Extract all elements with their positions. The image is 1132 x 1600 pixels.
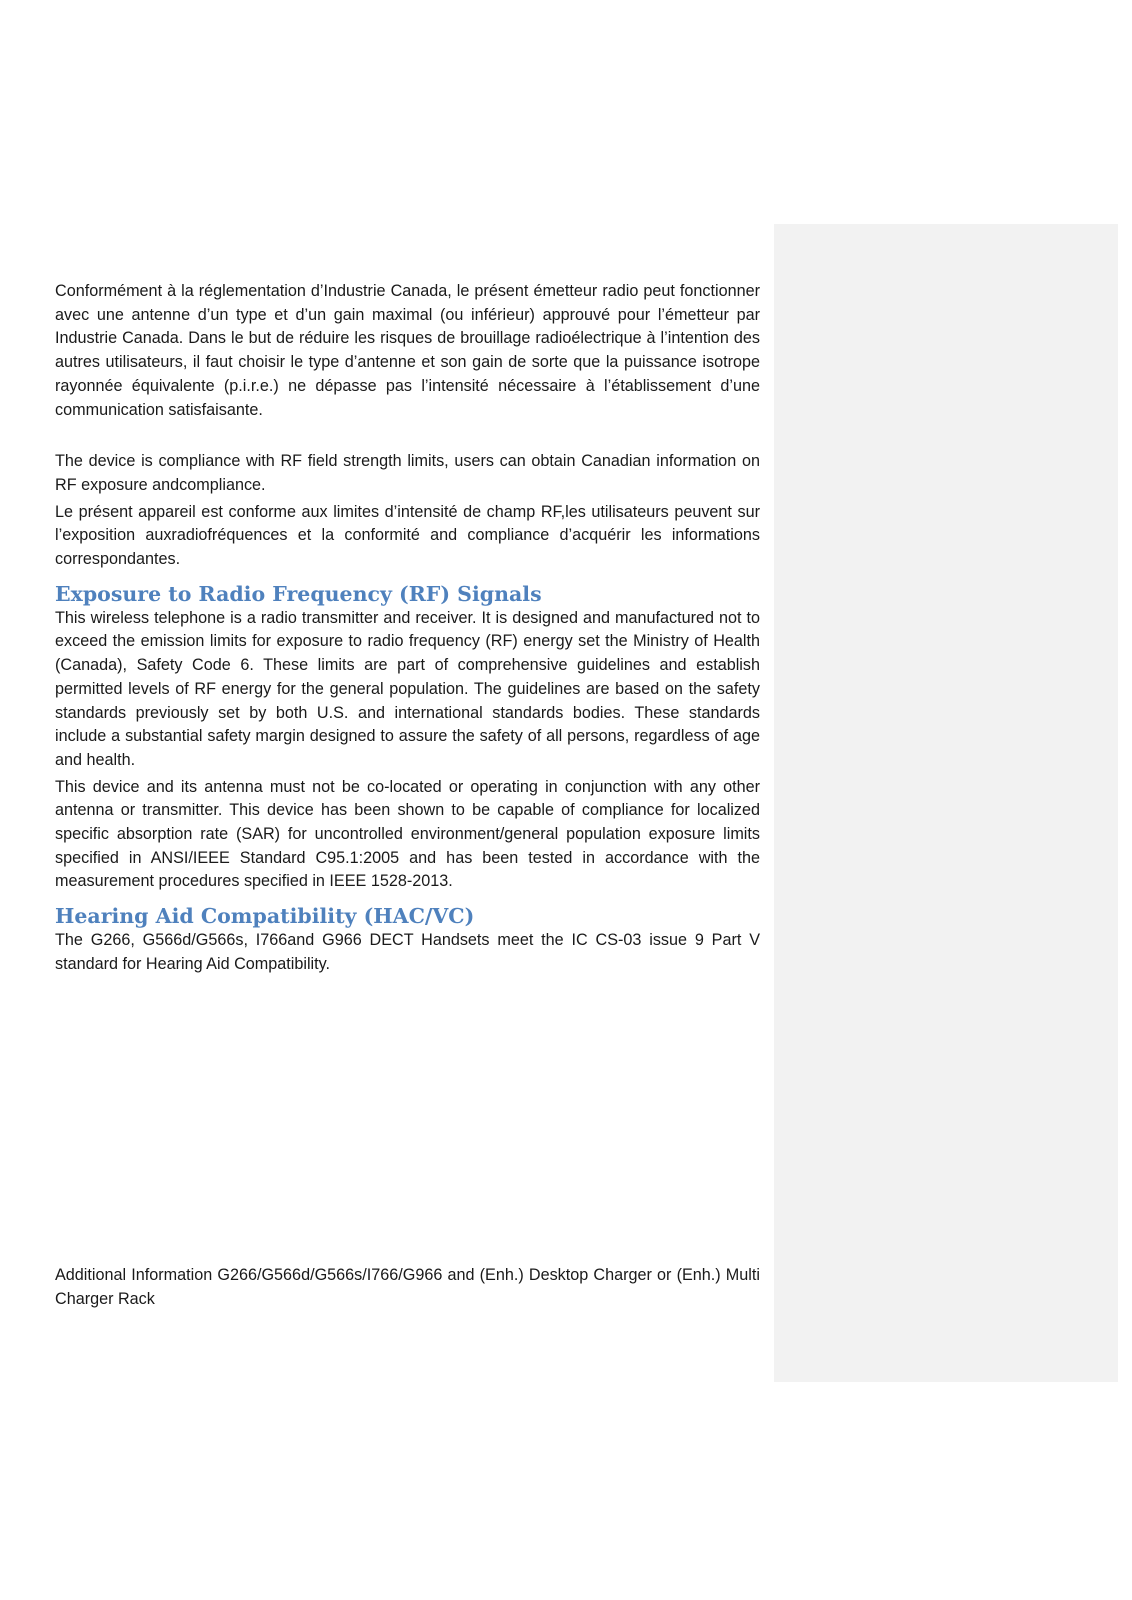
rf-exposure-paragraph-2: This device and its antenna must not be co-located or operating in conjunction with any other antenna or transmitter. This device has been shown to be capable of compliance for localized specific absorption rate (SAR) for uncontrolled environment/general population exposure limits specified in ANSI/IEEE Standard C95.1:2005 and has been tested in accordance with the measurement procedures specified in IEEE 1528-2013. [55, 777, 760, 891]
comment-margin-pane [774, 224, 1118, 1382]
rf-exposure-paragraph-1: This wireless telephone is a radio transmitter and receiver. It is designed and manufactured not to exceed the emission limits for exposure to radio frequency (RF) energy set the Ministry of Health (Canada), Safety Code 6. These limits are part of comprehensive guidelines and establish permitted levels of RF energy for the general population. The guidelines are based on the safety standards previously set by both U.S. and international standards bodies. These standards include a substantial safety margin designed to assure the safety of all persons, regardless of age and health. [55, 608, 760, 769]
document-body [55, 280, 760, 977]
ic-french-paragraph: Conformément à la réglementation d’Industrie Canada, le présent émetteur radio peut fonctionner avec une antenne d’un type et d’un gain maximal (ou inférieur) approuvé pour l’émetteur par Industrie Canada. Dans le but de réduire les risques de brouillage radioélectrique à l’intention des autres utilisateurs, il faut choisir le type d’antenne et son gain de sorte que la puissance isotrope rayonnée équivalente (p.i.r.e.) ne dépasse pas l’intensité nécessaire à l’établissement d’une communication satisfaisante. [55, 282, 760, 419]
additional-info-paragraph: Additional Information G266/G566d/G566s/I766/G966 and (Enh.) Desktop Charger or (Enh.) Multi Charger Rack [55, 1266, 760, 1308]
hac-heading: Hearing Aid Compatibility (HAC/VC) [55, 904, 475, 929]
hac-paragraph: The G266, G566d/G566s, I766and G966 DECT Handsets meet the IC CS-03 issue 9 Part V standard for Hearing Aid Compatibility. [55, 931, 760, 973]
rf-compliance-english-paragraph: The device is compliance with RF field strength limits, users can obtain Canadian information on RF exposure andcompliance. [55, 452, 760, 494]
additional-info-block [55, 1264, 760, 1311]
rf-compliance-french-paragraph: Le présent appareil est conforme aux limites d’intensité de champ RF,les utilisateurs peuvent sur l’exposition auxradiofréquences et la conformité and compliance d’acquérir les informations correspondantes. [55, 502, 760, 569]
rf-exposure-heading: Exposure to Radio Frequency (RF) Signals [55, 581, 542, 606]
